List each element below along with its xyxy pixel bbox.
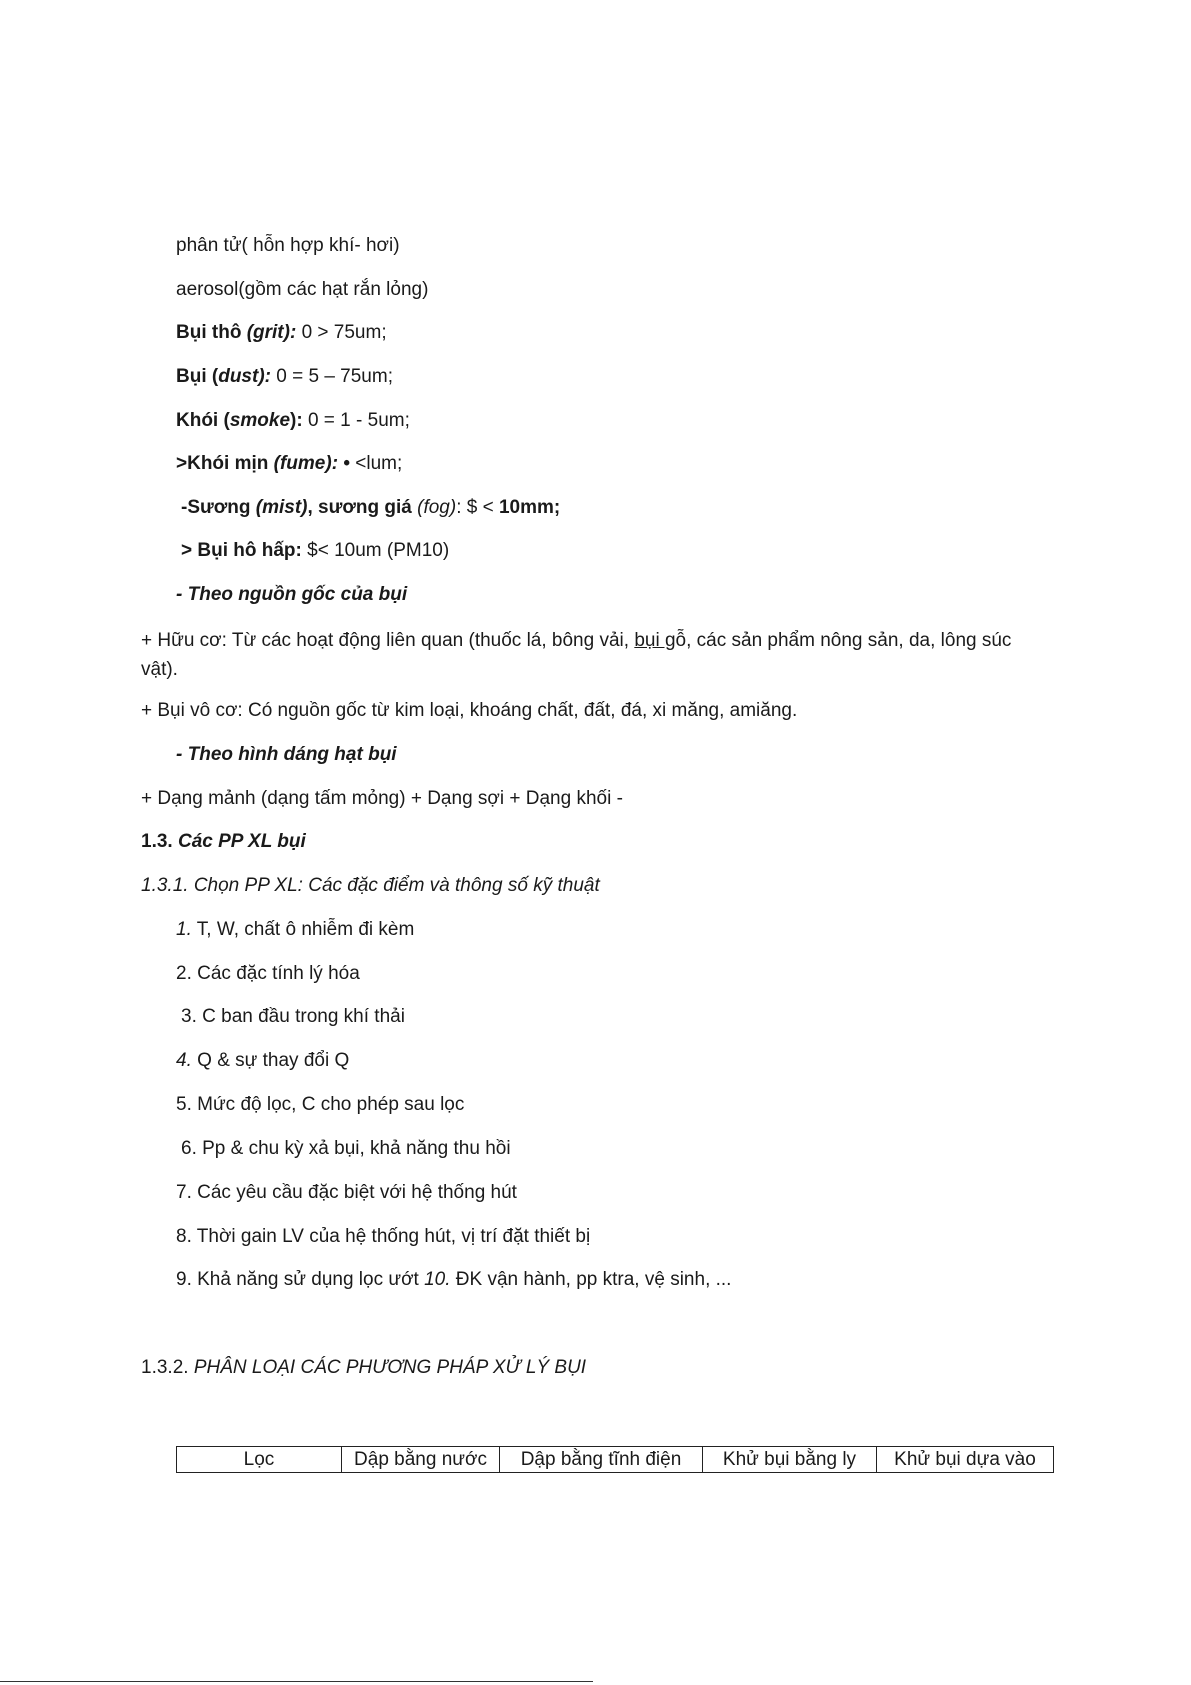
criterion-4 (176, 1048, 349, 1074)
dust-term: dust): (218, 366, 271, 387)
smoke-close: ): (290, 410, 303, 431)
organic-underlined: bụi g (634, 630, 676, 651)
mist-term: (mist) (255, 497, 308, 518)
criterion-4-number: 4. (176, 1050, 192, 1071)
mist-label: -Sương (181, 497, 256, 518)
criterion-1 (176, 917, 414, 943)
section-1-3-heading (141, 829, 306, 855)
criterion-1-number: 1. (176, 919, 192, 940)
size-class-molecule: phân tử( hỗn hợp khí- hơi) (176, 235, 400, 256)
section-1-3-2-title: PHÂN LOẠI CÁC PHƯƠNG PHÁP XỬ LÝ BỤI (193, 1357, 587, 1378)
method-electrostatic: Dập bằng tĩnh điện (500, 1447, 703, 1473)
mist-mid: : $ < (456, 497, 499, 518)
grit-term: (grit): (246, 322, 297, 343)
dust-label: Bụi ( (176, 366, 219, 387)
size-class-aerosol: aerosol(gồm các hạt rắn lỏng) (176, 279, 429, 300)
grit-label: Bụi thô (176, 322, 247, 343)
section-1-3-title: Các PP XL bụi (177, 831, 306, 852)
shape-types: + Dạng mảnh (dạng tấm mỏng) + Dạng sợi + Dạng khối - (141, 788, 623, 809)
footer-divider (0, 1681, 593, 1682)
section-1-3-number: 1.3. (141, 831, 178, 852)
criterion-7: 7. Các yêu cầu đặc biệt với hệ thống hút (176, 1182, 517, 1203)
method-based-on: Khử bụi dựa vào (877, 1447, 1054, 1473)
criterion-1-text: T, W, chất ô nhiễm đi kèm (191, 919, 415, 940)
criterion-5: 5. Mức độ lọc, C cho phép sau lọc (176, 1094, 465, 1115)
section-1-3-1-heading: 1.3.1. Chọn PP XL: Các đặc điểm và thông số kỹ thuật (141, 875, 600, 896)
criterion-6: 6. Pp & chu kỳ xả bụi, khả năng thu hồi (181, 1138, 511, 1159)
criterion-3: 3. C ban đầu trong khí thải (181, 1006, 405, 1027)
origin-inorganic: + Bụi vô cơ: Có nguồn gốc từ kim loại, khoáng chất, đất, đá, xi măng, amiăng. (141, 700, 798, 721)
size-class-mist (181, 495, 560, 521)
organic-text-end: ỗ, các sản phẩm nông sản, da, lông súc vật). (141, 630, 1012, 680)
origin-heading: - Theo nguồn gốc của bụi (176, 584, 408, 605)
section-1-3-2-heading (141, 1355, 586, 1381)
criterion-9-10 (176, 1267, 731, 1293)
fog-label: , sương giá (307, 497, 418, 518)
fume-bullet: • (338, 453, 350, 474)
size-class-grit (176, 320, 387, 346)
mist-value: 10mm; (498, 497, 561, 518)
size-class-dust (176, 364, 393, 390)
criterion-10-number: 10. (424, 1269, 451, 1290)
fume-label: >Khói mịn (176, 453, 274, 474)
table-row (177, 1447, 1054, 1473)
method-centrifugal: Khử bụi bằng ly (703, 1447, 877, 1473)
size-class-fume (176, 451, 402, 477)
criterion-9-text: 9. Khả năng sử dụng lọc ướt (176, 1269, 425, 1290)
smoke-term: smoke (229, 410, 291, 431)
criterion-8: 8. Thời gain LV của hệ thống hút, vị trí đặt thiết bị (176, 1226, 591, 1247)
method-filter: Lọc (177, 1447, 342, 1473)
fog-term: (fog) (417, 497, 457, 518)
criterion-4-text: Q & sự thay đổi Q (191, 1050, 350, 1071)
shape-heading: - Theo hình dáng hạt bụi (176, 744, 397, 765)
method-water-scrubbing: Dập bằng nước (342, 1447, 500, 1473)
origin-organic (141, 626, 1031, 684)
organic-text-start: + Hữu cơ: Từ các hoạt động liên quan (thuốc lá, bông vải, (141, 630, 635, 651)
respirable-value: $< 10um (PM10) (301, 540, 450, 561)
smoke-value: 0 = 1 - 5um; (302, 410, 410, 431)
fume-value: <lum; (349, 453, 403, 474)
size-class-respirable (181, 538, 449, 564)
size-class-smoke (176, 408, 410, 434)
criterion-10-text: ĐK vận hành, pp ktra, vệ sinh, ... (450, 1269, 732, 1290)
methods-table (176, 1446, 1054, 1473)
section-1-3-2-number: 1.3.2. (141, 1357, 194, 1378)
grit-value: 0 > 75um; (296, 322, 387, 343)
smoke-label: Khói ( (176, 410, 230, 431)
criterion-2: 2. Các đặc tính lý hóa (176, 963, 360, 984)
respirable-label: > Bụi hô hấp: (181, 540, 302, 561)
fume-term: (fume): (273, 453, 339, 474)
dust-value: 0 = 5 – 75um; (270, 366, 393, 387)
